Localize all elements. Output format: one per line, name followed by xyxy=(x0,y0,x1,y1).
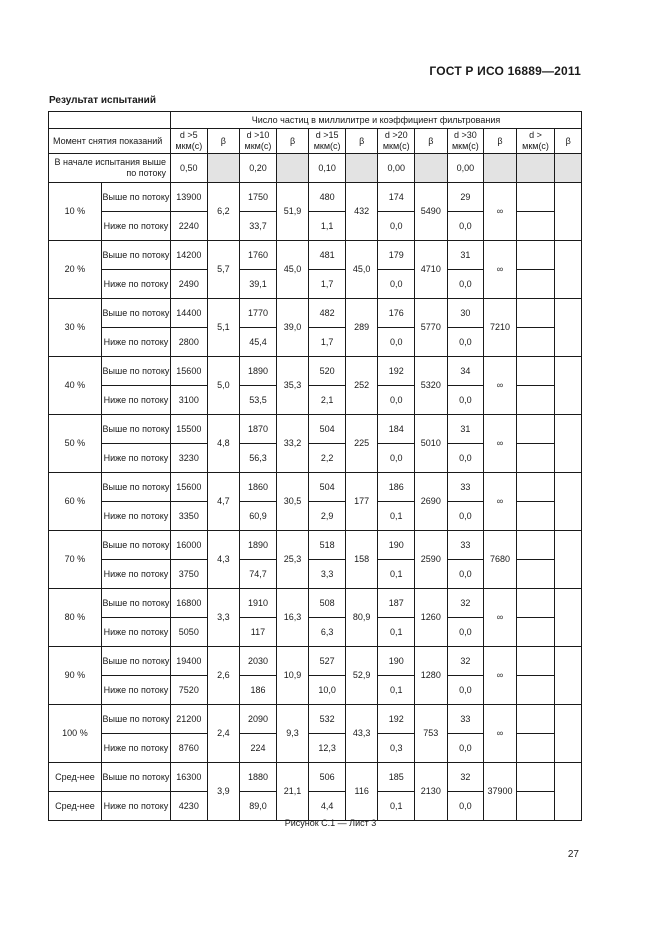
upstream-count: 192 xyxy=(378,705,415,734)
blank-cell xyxy=(484,154,517,183)
upstream-count: 31 xyxy=(447,241,484,270)
beta-value: 21,1 xyxy=(276,763,309,821)
percentage-label: 30 % xyxy=(49,299,102,357)
percentage-label: 100 % xyxy=(49,705,102,763)
beta-value: 2130 xyxy=(415,763,448,821)
upstream-count: 185 xyxy=(378,763,415,792)
downstream-count: 0,0 xyxy=(447,676,484,705)
downstream-count: 2240 xyxy=(171,212,208,241)
empty-cell xyxy=(516,734,555,763)
upstream-count: 481 xyxy=(309,241,346,270)
downstream-count: 39,1 xyxy=(240,270,277,299)
downstream-count: 89,0 xyxy=(240,792,277,821)
table-row xyxy=(49,183,582,212)
upstream-count: 506 xyxy=(309,763,346,792)
beta-value: 51,9 xyxy=(276,183,309,241)
upstream-count: 1750 xyxy=(240,183,277,212)
section-title: Результат испытаний xyxy=(49,95,156,106)
upstream-count: 2030 xyxy=(240,647,277,676)
initial-row-label: В начале испытания выше по потоку xyxy=(49,154,171,183)
downstream-count: 33,7 xyxy=(240,212,277,241)
empty-beta-cell xyxy=(555,589,582,647)
blank-cell xyxy=(276,154,309,183)
upstream-label: Выше по потоку xyxy=(101,763,170,792)
empty-beta-cell xyxy=(555,415,582,473)
initial-value: 0,20 xyxy=(240,154,277,183)
beta-value: 52,9 xyxy=(345,647,378,705)
initial-value: 0,00 xyxy=(378,154,415,183)
downstream-label: Ниже по потоку xyxy=(101,328,170,357)
upstream-count: 30 xyxy=(447,299,484,328)
upstream-label: Выше по потоку xyxy=(101,241,170,270)
beta-value: 5,7 xyxy=(207,241,240,299)
beta-value: ∞ xyxy=(484,415,517,473)
beta-value: 753 xyxy=(415,705,448,763)
beta-value: 7210 xyxy=(484,299,517,357)
results-table xyxy=(48,111,582,821)
upstream-count: 32 xyxy=(447,763,484,792)
downstream-count: 0,0 xyxy=(447,792,484,821)
downstream-count: 0,0 xyxy=(447,734,484,763)
table-row xyxy=(49,299,582,328)
empty-beta-cell xyxy=(555,299,582,357)
downstream-label: Ниже по потоку xyxy=(101,444,170,473)
downstream-count: 3,3 xyxy=(309,560,346,589)
beta-value: 2,6 xyxy=(207,647,240,705)
upstream-count: 32 xyxy=(447,589,484,618)
beta-value: 2,4 xyxy=(207,705,240,763)
beta-value: ∞ xyxy=(484,647,517,705)
downstream-label: Ниже по потоку xyxy=(101,618,170,647)
initial-value: 0,10 xyxy=(309,154,346,183)
empty-cell xyxy=(516,647,555,676)
empty-cell xyxy=(516,328,555,357)
empty-cell xyxy=(516,502,555,531)
table-row xyxy=(49,357,582,386)
downstream-count: 0,1 xyxy=(378,502,415,531)
column-header: d >20 мкм(с) xyxy=(378,129,415,154)
upstream-count: 480 xyxy=(309,183,346,212)
empty-cell xyxy=(516,415,555,444)
beta-value: 252 xyxy=(345,357,378,415)
upstream-count: 33 xyxy=(447,473,484,502)
empty-cell xyxy=(516,299,555,328)
beta-value: 225 xyxy=(345,415,378,473)
downstream-count: 2,1 xyxy=(309,386,346,415)
downstream-count: 0,0 xyxy=(447,270,484,299)
upstream-count: 527 xyxy=(309,647,346,676)
upstream-label: Выше по потоку xyxy=(101,705,170,734)
upstream-count: 174 xyxy=(378,183,415,212)
beta-value: 177 xyxy=(345,473,378,531)
corner-label: Момент снятия показаний xyxy=(49,129,171,154)
upstream-count: 32 xyxy=(447,647,484,676)
upstream-count: 1890 xyxy=(240,357,277,386)
empty-beta-cell xyxy=(555,531,582,589)
downstream-count: 0,1 xyxy=(378,676,415,705)
downstream-count: 0,1 xyxy=(378,560,415,589)
empty-cell xyxy=(516,705,555,734)
beta-value: 39,0 xyxy=(276,299,309,357)
upstream-count: 1880 xyxy=(240,763,277,792)
percentage-label: 90 % xyxy=(49,647,102,705)
blank-cell xyxy=(207,154,240,183)
downstream-count: 0,0 xyxy=(378,212,415,241)
downstream-count: 186 xyxy=(240,676,277,705)
upstream-count: 1890 xyxy=(240,531,277,560)
page-number: 27 xyxy=(567,849,579,860)
upstream-count: 14200 xyxy=(171,241,208,270)
empty-cell xyxy=(516,763,555,792)
downstream-count: 4230 xyxy=(171,792,208,821)
column-header: d >30 мкм(с) xyxy=(447,129,484,154)
downstream-label: Ниже по потоку xyxy=(101,270,170,299)
empty-header-cell xyxy=(49,112,171,129)
upstream-count: 29 xyxy=(447,183,484,212)
upstream-count: 1860 xyxy=(240,473,277,502)
downstream-count: 224 xyxy=(240,734,277,763)
upstream-count: 176 xyxy=(378,299,415,328)
beta-value: 45,0 xyxy=(276,241,309,299)
beta-value: 3,9 xyxy=(207,763,240,821)
column-header: d >10 мкм(с) xyxy=(240,129,277,154)
upstream-count: 14400 xyxy=(171,299,208,328)
upstream-count: 532 xyxy=(309,705,346,734)
initial-value: 0,50 xyxy=(171,154,208,183)
column-header: d > мкм(с) xyxy=(516,129,555,154)
downstream-count: 3750 xyxy=(171,560,208,589)
empty-beta-cell xyxy=(555,473,582,531)
beta-value: 5490 xyxy=(415,183,448,241)
upstream-count: 16000 xyxy=(171,531,208,560)
column-header: β xyxy=(415,129,448,154)
average-label: Сред-нее xyxy=(49,792,102,821)
downstream-count: 12,3 xyxy=(309,734,346,763)
upstream-count: 34 xyxy=(447,357,484,386)
downstream-count: 2490 xyxy=(171,270,208,299)
upstream-count: 1910 xyxy=(240,589,277,618)
downstream-count: 60,9 xyxy=(240,502,277,531)
upstream-count: 33 xyxy=(447,705,484,734)
empty-cell xyxy=(516,560,555,589)
downstream-count: 2800 xyxy=(171,328,208,357)
percentage-label: 50 % xyxy=(49,415,102,473)
upstream-count: 504 xyxy=(309,415,346,444)
downstream-count: 1,1 xyxy=(309,212,346,241)
beta-value: 80,9 xyxy=(345,589,378,647)
upstream-label: Выше по потоку xyxy=(101,531,170,560)
empty-cell xyxy=(516,618,555,647)
figure-caption: Рисунок С.1 — Лист 3 xyxy=(284,818,377,828)
beta-value: ∞ xyxy=(484,589,517,647)
beta-value: 1260 xyxy=(415,589,448,647)
downstream-count: 0,0 xyxy=(447,618,484,647)
upstream-label: Выше по потоку xyxy=(101,183,170,212)
downstream-count: 74,7 xyxy=(240,560,277,589)
beta-value: ∞ xyxy=(484,357,517,415)
upstream-count: 15600 xyxy=(171,473,208,502)
beta-value: 43,3 xyxy=(345,705,378,763)
table-row xyxy=(49,763,582,792)
beta-value: 45,0 xyxy=(345,241,378,299)
beta-value: 30,5 xyxy=(276,473,309,531)
downstream-count: 3230 xyxy=(171,444,208,473)
percentage-label: 10 % xyxy=(49,183,102,241)
downstream-count: 6,3 xyxy=(309,618,346,647)
blank-cell xyxy=(415,154,448,183)
empty-cell xyxy=(516,241,555,270)
downstream-count: 0,0 xyxy=(447,328,484,357)
downstream-count: 0,0 xyxy=(447,444,484,473)
upstream-count: 13900 xyxy=(171,183,208,212)
empty-cell xyxy=(516,357,555,386)
upstream-count: 16800 xyxy=(171,589,208,618)
column-header: β xyxy=(207,129,240,154)
downstream-label: Ниже по потоку xyxy=(101,676,170,705)
empty-beta-cell xyxy=(555,241,582,299)
table-row xyxy=(49,473,582,502)
beta-value: ∞ xyxy=(484,241,517,299)
downstream-count: 3350 xyxy=(171,502,208,531)
upstream-count: 482 xyxy=(309,299,346,328)
downstream-count: 1,7 xyxy=(309,328,346,357)
beta-value: 5,1 xyxy=(207,299,240,357)
table-title: Число частиц в миллилитре и коэффициент фильтрования xyxy=(171,112,582,129)
beta-value: ∞ xyxy=(484,473,517,531)
percentage-label: 70 % xyxy=(49,531,102,589)
empty-cell xyxy=(516,270,555,299)
upstream-label: Выше по потоку xyxy=(101,357,170,386)
beta-value: 37900 xyxy=(484,763,517,821)
beta-value: 2590 xyxy=(415,531,448,589)
upstream-count: 21200 xyxy=(171,705,208,734)
downstream-label: Ниже по потоку xyxy=(101,502,170,531)
upstream-count: 1770 xyxy=(240,299,277,328)
empty-cell xyxy=(516,676,555,705)
upstream-count: 1870 xyxy=(240,415,277,444)
downstream-count: 8760 xyxy=(171,734,208,763)
downstream-count: 0,0 xyxy=(447,502,484,531)
downstream-count: 7520 xyxy=(171,676,208,705)
beta-value: 33,2 xyxy=(276,415,309,473)
percentage-label: 40 % xyxy=(49,357,102,415)
empty-beta-cell xyxy=(555,647,582,705)
blank-cell xyxy=(345,154,378,183)
downstream-count: 4,4 xyxy=(309,792,346,821)
downstream-count: 56,3 xyxy=(240,444,277,473)
beta-value: 6,2 xyxy=(207,183,240,241)
beta-value: 432 xyxy=(345,183,378,241)
percentage-label: 60 % xyxy=(49,473,102,531)
percentage-label: 80 % xyxy=(49,589,102,647)
beta-value: ∞ xyxy=(484,183,517,241)
downstream-count: 0,3 xyxy=(378,734,415,763)
beta-value: 16,3 xyxy=(276,589,309,647)
downstream-count: 5050 xyxy=(171,618,208,647)
beta-value: 116 xyxy=(345,763,378,821)
beta-value: 5770 xyxy=(415,299,448,357)
downstream-count: 10,0 xyxy=(309,676,346,705)
empty-beta-cell xyxy=(555,183,582,241)
upstream-count: 15600 xyxy=(171,357,208,386)
beta-value: 4,8 xyxy=(207,415,240,473)
empty-cell xyxy=(516,531,555,560)
downstream-count: 0,0 xyxy=(378,270,415,299)
upstream-count: 504 xyxy=(309,473,346,502)
document-standard-number: ГОСТ Р ИСО 16889—2011 xyxy=(429,64,581,78)
empty-cell xyxy=(516,444,555,473)
table-row xyxy=(49,705,582,734)
downstream-count: 0,1 xyxy=(378,618,415,647)
downstream-count: 2,9 xyxy=(309,502,346,531)
beta-value: 2690 xyxy=(415,473,448,531)
upstream-count: 15500 xyxy=(171,415,208,444)
upstream-count: 33 xyxy=(447,531,484,560)
downstream-label: Ниже по потоку xyxy=(101,386,170,415)
beta-value: 9,3 xyxy=(276,705,309,763)
upstream-count: 508 xyxy=(309,589,346,618)
downstream-label: Ниже по потоку xyxy=(101,560,170,589)
empty-cell xyxy=(516,589,555,618)
upstream-count: 16300 xyxy=(171,763,208,792)
downstream-count: 0,0 xyxy=(378,386,415,415)
downstream-count: 45,4 xyxy=(240,328,277,357)
beta-value: 1280 xyxy=(415,647,448,705)
table-row xyxy=(49,647,582,676)
downstream-label: Ниже по потоку xyxy=(101,792,170,821)
beta-value: 4,3 xyxy=(207,531,240,589)
upstream-count: 31 xyxy=(447,415,484,444)
empty-cell xyxy=(516,183,555,212)
empty-cell xyxy=(516,792,555,821)
table-row xyxy=(49,589,582,618)
upstream-count: 190 xyxy=(378,531,415,560)
downstream-count: 117 xyxy=(240,618,277,647)
table-row xyxy=(49,241,582,270)
beta-value: ∞ xyxy=(484,705,517,763)
beta-value: 7680 xyxy=(484,531,517,589)
downstream-count: 0,0 xyxy=(447,560,484,589)
upstream-count: 192 xyxy=(378,357,415,386)
beta-value: 4,7 xyxy=(207,473,240,531)
column-header: β xyxy=(276,129,309,154)
empty-beta-cell xyxy=(555,763,582,821)
beta-value: 158 xyxy=(345,531,378,589)
empty-beta-cell xyxy=(555,357,582,415)
beta-value: 5320 xyxy=(415,357,448,415)
beta-value: 5010 xyxy=(415,415,448,473)
empty-beta-cell xyxy=(555,705,582,763)
beta-value: 3,3 xyxy=(207,589,240,647)
downstream-count: 0,0 xyxy=(378,328,415,357)
average-label: Сред-нее xyxy=(49,763,102,792)
empty-cell xyxy=(516,212,555,241)
downstream-count: 0,1 xyxy=(378,792,415,821)
initial-value: 0,00 xyxy=(447,154,484,183)
downstream-count: 0,0 xyxy=(447,212,484,241)
beta-value: 4710 xyxy=(415,241,448,299)
downstream-count: 3100 xyxy=(171,386,208,415)
downstream-label: Ниже по потоку xyxy=(101,212,170,241)
upstream-label: Выше по потоку xyxy=(101,589,170,618)
upstream-count: 184 xyxy=(378,415,415,444)
empty-cell xyxy=(516,386,555,415)
upstream-label: Выше по потоку xyxy=(101,647,170,676)
upstream-count: 19400 xyxy=(171,647,208,676)
beta-value: 289 xyxy=(345,299,378,357)
empty-cell xyxy=(516,473,555,502)
blank-cell xyxy=(555,154,582,183)
downstream-label: Ниже по потоку xyxy=(101,734,170,763)
column-header: β xyxy=(484,129,517,154)
upstream-count: 2090 xyxy=(240,705,277,734)
upstream-label: Выше по потоку xyxy=(101,415,170,444)
upstream-count: 179 xyxy=(378,241,415,270)
column-header: d >15 мкм(с) xyxy=(309,129,346,154)
upstream-label: Выше по потоку xyxy=(101,299,170,328)
upstream-count: 186 xyxy=(378,473,415,502)
upstream-count: 1760 xyxy=(240,241,277,270)
downstream-count: 53,5 xyxy=(240,386,277,415)
blank-cell xyxy=(516,154,555,183)
downstream-count: 1,7 xyxy=(309,270,346,299)
table-row xyxy=(49,415,582,444)
table-row xyxy=(49,531,582,560)
downstream-count: 0,0 xyxy=(447,386,484,415)
downstream-count: 2,2 xyxy=(309,444,346,473)
upstream-count: 190 xyxy=(378,647,415,676)
column-header: β xyxy=(345,129,378,154)
upstream-count: 520 xyxy=(309,357,346,386)
downstream-count: 0,0 xyxy=(378,444,415,473)
beta-value: 5,0 xyxy=(207,357,240,415)
upstream-count: 187 xyxy=(378,589,415,618)
beta-value: 35,3 xyxy=(276,357,309,415)
upstream-label: Выше по потоку xyxy=(101,473,170,502)
upstream-count: 518 xyxy=(309,531,346,560)
beta-value: 10,9 xyxy=(276,647,309,705)
column-header: d >5 мкм(с) xyxy=(171,129,208,154)
column-header: β xyxy=(555,129,582,154)
beta-value: 25,3 xyxy=(276,531,309,589)
percentage-label: 20 % xyxy=(49,241,102,299)
